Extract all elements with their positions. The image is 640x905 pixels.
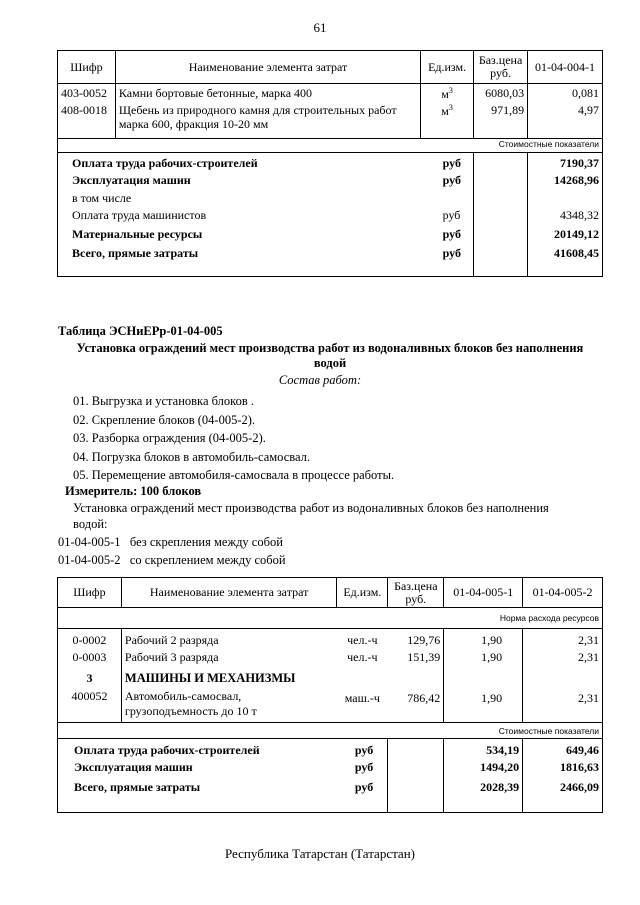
summary-name: Эксплуатация машин <box>58 173 421 191</box>
page-number: 61 <box>313 20 327 35</box>
section-label-row <box>58 139 603 153</box>
group-empty <box>523 671 603 687</box>
page-footer: Республика Татарстан (Татарстан) <box>225 846 415 861</box>
group-row <box>58 671 603 687</box>
section-title-line-2: водой <box>313 356 347 370</box>
summary-empty <box>474 227 528 246</box>
row-value-1: 1,90 <box>444 650 523 671</box>
summary-name: Всего, прямые затраты <box>58 246 421 277</box>
list-item: 02. Скрепление блоков (04-005-2). <box>73 412 256 427</box>
summary-value: 41608,45 <box>528 246 603 277</box>
variants-list <box>58 533 286 569</box>
group-code: 3 <box>58 671 122 687</box>
table-row <box>58 103 603 139</box>
header-name: Наименование элемента затрат <box>115 51 420 84</box>
summary-empty <box>474 246 528 277</box>
row-value: 0,081 <box>528 84 603 103</box>
summary-name: Материальные ресурсы <box>58 227 421 246</box>
table-label: Таблица ЭСНиЕРр-01-04-005 <box>58 324 223 338</box>
summary-row <box>58 739 603 760</box>
table-row <box>58 650 603 671</box>
header-col-1: 01-04-004-1 <box>528 51 603 84</box>
summary-row <box>58 153 603 173</box>
row-value-1: 1,90 <box>444 687 523 723</box>
header-name: Наименование элемента затрат <box>121 578 336 608</box>
list-item: 04. Погрузка блоков в автомобиль-самосвал. <box>73 449 311 464</box>
row-name-line-1: Автомобиль-самосвал, <box>124 688 242 703</box>
row-price: 786,42 <box>407 690 441 705</box>
summary-empty <box>388 739 444 760</box>
summary-name: Оплата труда рабочих-строителей <box>58 153 421 173</box>
summary-value <box>528 191 603 208</box>
description-line-1: Установка ограждений мест производства работ из водоналивных блоков без наполнения <box>73 501 549 515</box>
summary-unit <box>421 191 474 208</box>
row-value-2: 2,31 <box>523 629 603 650</box>
variant-text: без скрепления между собой <box>129 535 283 549</box>
summary-empty <box>474 173 528 191</box>
norm-label: Норма расхода ресурсов <box>58 608 603 629</box>
row-price: 971,89 <box>474 103 528 139</box>
row-unit: чел.-ч <box>347 649 378 664</box>
summary-unit: руб <box>354 743 374 757</box>
row-price: 151,39 <box>407 649 441 664</box>
variant-text: со скреплением между собой <box>129 553 286 567</box>
summary-value-2: 2466,09 <box>523 780 603 813</box>
list-item <box>58 533 286 551</box>
row-code: 400052 <box>58 687 122 723</box>
table-row <box>58 629 603 650</box>
list-item <box>58 551 286 569</box>
row-value-1: 1,90 <box>444 629 523 650</box>
summary-row <box>58 227 603 246</box>
list-item: 05. Перемещение автомобиля-самосвала в процессе работы. <box>73 468 395 482</box>
header-price: Баз.цена руб. <box>474 51 528 84</box>
group-empty <box>388 671 444 687</box>
summary-empty <box>474 191 528 208</box>
summary-value: 7190,37 <box>528 153 603 173</box>
summary-unit: руб <box>421 246 474 277</box>
group-name: МАШИНЫ И МЕХАНИЗМЫ <box>121 671 336 687</box>
row-name <box>121 687 336 723</box>
table-header-row <box>58 51 603 84</box>
summary-name: Оплата труда рабочих-строителей <box>58 739 337 760</box>
row-price: 6080,03 <box>474 84 528 103</box>
variant-code: 01-04-005-2 <box>58 553 121 567</box>
cost-indicators-label: Стоимостные показатели <box>58 139 603 153</box>
group-empty <box>337 671 388 687</box>
composition-title: Состав работ: <box>278 373 362 387</box>
row-name: Рабочий 2 разряда <box>121 629 336 650</box>
header-code: Шифр <box>58 578 122 608</box>
row-name-line-2: грузоподъемность до 10 т <box>124 703 257 718</box>
row-code: 403-0052 <box>58 84 116 103</box>
summary-unit: руб <box>442 207 461 222</box>
summary-value-1: 1494,20 <box>444 760 523 780</box>
summary-empty <box>388 780 444 813</box>
summary-row <box>58 780 603 813</box>
summary-unit: руб <box>442 226 461 241</box>
header-col-2: 01-04-005-2 <box>523 578 603 608</box>
summary-row <box>58 173 603 191</box>
row-code: 0-0002 <box>58 629 122 650</box>
summary-value: 20149,12 <box>528 227 603 246</box>
summary-row <box>58 208 603 227</box>
summary-value-2: 649,46 <box>523 739 603 760</box>
work-steps-list <box>73 392 394 485</box>
section-label-row <box>58 723 603 739</box>
summary-unit: руб <box>442 172 461 187</box>
table-header-row <box>58 578 603 608</box>
summary-value-1: 534,19 <box>444 739 523 760</box>
summary-name: в том числе <box>58 191 421 208</box>
summary-row <box>58 246 603 277</box>
summary-unit: руб <box>337 780 388 813</box>
summary-unit: руб <box>421 153 474 173</box>
summary-empty <box>474 153 528 173</box>
summary-value: 14268,96 <box>528 173 603 191</box>
row-value-2: 2,31 <box>523 687 603 723</box>
resource-table-2 <box>57 577 603 813</box>
section-title-line-1: Установка ограждений мест производства работ из водоналивных блоков без наполнения <box>76 341 584 355</box>
group-empty <box>444 671 523 687</box>
header-price: Баз.цена руб. <box>388 578 444 608</box>
row-name: Щебень из природного камня для строительных работ марка 600, фракция 10-20 мм <box>115 103 420 139</box>
row-value-2: 2,31 <box>523 650 603 671</box>
row-name: Камни бортовые бетонные, марка 400 <box>115 84 420 103</box>
header-unit: Ед.изм. <box>421 51 474 84</box>
variant-code: 01-04-005-1 <box>58 535 121 549</box>
summary-empty <box>474 208 528 227</box>
table-row <box>58 687 603 723</box>
row-unit: $м^3$ <box>421 103 474 139</box>
resource-table-1 <box>57 50 603 277</box>
summary-name: Оплата труда машинистов <box>58 208 421 227</box>
norm-label-row <box>58 608 603 629</box>
summary-row <box>58 760 603 780</box>
table-row <box>58 84 603 103</box>
list-item: 03. Разборка ограждения (04-005-2). <box>73 431 266 445</box>
summary-name: Всего, прямые затраты <box>58 780 337 813</box>
measure-unit: Измеритель: 100 блоков <box>65 484 202 498</box>
header-col-1: 01-04-005-1 <box>444 578 523 608</box>
row-name: Рабочий 3 разряда <box>121 650 336 671</box>
header-unit: Ед.изм. <box>337 578 388 608</box>
section-title <box>60 341 600 371</box>
list-item: 01. Выгрузка и установка блоков . <box>73 394 254 408</box>
header-code: Шифр <box>58 51 116 84</box>
row-unit: маш.-ч <box>344 690 380 705</box>
row-unit: $м^3$ <box>421 84 474 103</box>
summary-empty <box>388 760 444 780</box>
summary-value-1: 2028,39 <box>444 780 523 813</box>
measure-description <box>73 500 549 532</box>
summary-unit: руб <box>354 759 374 774</box>
row-code: 408-0018 <box>58 103 116 139</box>
summary-row <box>58 191 603 208</box>
description-line-2: водой: <box>73 517 108 531</box>
summary-name: Эксплуатация машин <box>58 760 337 780</box>
summary-value-2: 1816,63 <box>523 760 603 780</box>
summary-value: 4348,32 <box>528 208 603 227</box>
row-unit: чел.-ч <box>347 633 378 647</box>
cost-indicators-label: Стоимостные показатели <box>58 723 603 739</box>
row-value: 4,97 <box>528 103 603 139</box>
row-price: 129,76 <box>407 633 441 647</box>
row-code: 0-0003 <box>58 650 122 671</box>
